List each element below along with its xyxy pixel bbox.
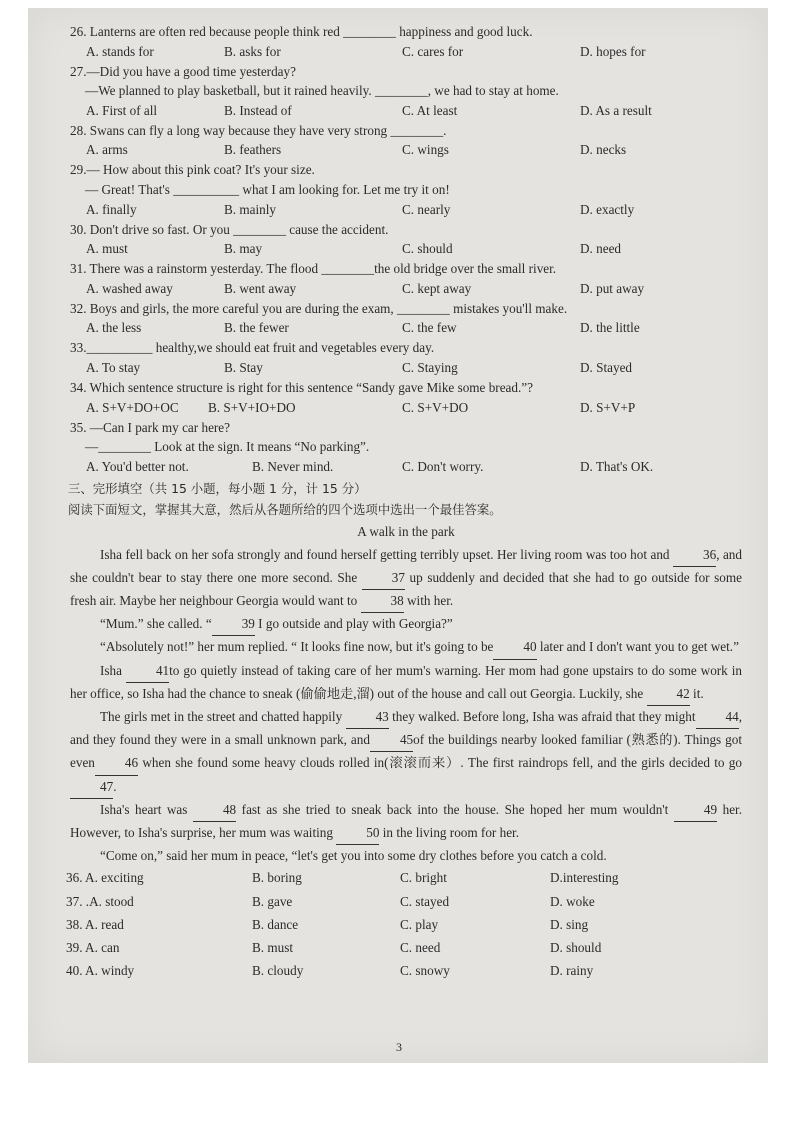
option: C. kept away (402, 280, 472, 296)
option: B. dance (252, 916, 299, 932)
options-31 (70, 279, 742, 299)
option: A. must (86, 241, 128, 257)
blank-36: 36 (673, 544, 716, 567)
option: C. the few (402, 320, 457, 336)
option: C. play (400, 916, 439, 932)
option: C. At least (402, 102, 458, 118)
blank-37: 37 (362, 567, 405, 590)
option: 36. A. exciting (66, 870, 144, 886)
question-27: 27.—Did you have a good time yesterday? (70, 63, 296, 79)
option: B. S+V+IO+DO (208, 399, 296, 415)
blank-43: 43 (346, 706, 389, 729)
option: C. snowy (400, 963, 450, 979)
option: B. went away (224, 280, 297, 296)
option: B. must (252, 939, 294, 955)
page-number: 3 (396, 1040, 402, 1054)
text: , and she couldn't bear to stay there one more second. She (70, 546, 742, 585)
blank-50: 50 (336, 822, 379, 845)
option: C. stayed (400, 893, 450, 909)
option: A. arms (86, 142, 128, 158)
passage-title: A walk in the park (357, 523, 455, 539)
text: The girls met in the street and chatted happily (100, 708, 346, 724)
question-33: 33.__________ healthy,we should eat fruit and vegetables every day. (70, 340, 435, 356)
text: when she found some heavy clouds rolled in(滚滚而来）. The first raindrops fell, and the girls decided to go (138, 755, 742, 771)
question-32: 32. Boys and girls, the more careful you are during the exam, ________ mistakes you'll make. (70, 300, 568, 316)
cloze-options-37 (66, 892, 742, 914)
options-34 (70, 398, 742, 418)
passage-paragraph (70, 845, 742, 867)
option: A. First of all (86, 102, 158, 118)
blank-48: 48 (193, 799, 236, 822)
option: A. S+V+DO+OC (86, 399, 179, 415)
option: B. the fewer (224, 320, 289, 336)
option: B. Stay (224, 359, 263, 375)
text: , and they found they were in a small unknown park, and (70, 708, 743, 748)
options-32 (70, 318, 742, 338)
blank-38: 38 (361, 590, 404, 613)
option: C. nearly (402, 201, 451, 217)
passage-paragraph (70, 613, 742, 636)
question-34: 34. Which sentence structure is right for this sentence “Sandy gave Mike some bread.”? (70, 379, 533, 395)
text: of the buildings nearby looked familiar (熟悉的). Things got even (70, 732, 742, 771)
cloze-options-36 (66, 868, 742, 890)
text: “Mum.” she called. “ (100, 616, 212, 632)
options-26 (70, 42, 742, 62)
options-29 (70, 200, 742, 220)
cloze-options-39 (66, 938, 742, 960)
option: B. asks for (224, 43, 281, 59)
option: C. wings (402, 142, 449, 158)
options-28 (70, 140, 742, 160)
question-29-line2: — Great! That's __________ what I am looking for. Let me try it on! (85, 181, 450, 197)
text: it. (689, 685, 704, 701)
question-31: 31. There was a rainstorm yesterday. The flood ________the old bridge over the small river. (70, 261, 557, 277)
option: A. You'd better not. (86, 458, 189, 474)
option: B. may (224, 241, 263, 257)
blank-39: 39 (212, 613, 255, 636)
option: B. cloudy (252, 963, 304, 979)
question-35: 35. —Can I park my car here? (70, 419, 231, 435)
blank-40: 40 (493, 636, 536, 659)
option: D. woke (550, 893, 595, 909)
text: Isha fell back on her sofa strongly and found herself getting terribly upset. Her living room was too hot and (100, 546, 673, 562)
text: . (113, 778, 117, 794)
blank-42: 42 (647, 683, 690, 706)
blank-46: 46 (95, 752, 138, 775)
passage-paragraph (70, 799, 742, 845)
option: A. the less (86, 320, 142, 336)
passage-paragraph (70, 706, 742, 799)
option: D. should (550, 939, 602, 955)
options-33 (70, 358, 742, 378)
option: D. the little (580, 320, 640, 336)
cloze-options-40 (66, 961, 742, 983)
option: 40. A. windy (66, 963, 135, 979)
question-27-line2: —We planned to play basketball, but it rained heavily. ________, we had to stay at home. (85, 83, 559, 99)
question-28: 28. Swans can fly a long way because they have very strong ________. (70, 122, 447, 138)
option: C. should (402, 241, 453, 257)
cloze-options-38 (66, 915, 742, 937)
text: later and I don't want you to get wet.” (536, 639, 739, 655)
option: D. rainy (550, 963, 594, 979)
option: D. S+V+P (580, 399, 636, 415)
passage-paragraph (70, 636, 742, 659)
text: to go quietly instead of taking care of her mum's warning. Her mom had gone upstairs to do some work in her office, so Isha had the chance to sneak (偷偷地走,溜) out of the house and call out Georgia. Luckily, she (70, 662, 742, 701)
blank-49: 49 (674, 799, 717, 822)
option: B. Instead of (224, 102, 292, 118)
option: D. exactly (580, 201, 635, 217)
option: B. gave (252, 893, 293, 909)
option: 38. A. read (66, 916, 124, 932)
option: A. To stay (86, 359, 141, 375)
option: A. stands for (86, 43, 154, 59)
option: A. washed away (86, 280, 173, 296)
passage-paragraph (70, 544, 742, 614)
option: B. boring (252, 870, 302, 886)
text: “Come on,” said her mum in peace, “let's get you into some dry clothes before you catch a cold. (100, 848, 607, 864)
option: D. sing (550, 916, 589, 932)
option: 37. .A. stood (66, 893, 134, 909)
blank-41: 41 (126, 660, 169, 683)
option: B. Never mind. (252, 458, 334, 474)
option: D.interesting (550, 870, 619, 886)
section-instruction: 阅读下面短文，掌握其大意，然后从各题所给的四个选项中选出一个最佳答案。 (68, 502, 502, 518)
passage-paragraph (70, 660, 742, 706)
option: 39. A. can (66, 939, 120, 955)
text: Isha (100, 662, 126, 678)
option: C. cares for (402, 43, 464, 59)
option: C. Staying (402, 359, 458, 375)
options-30 (70, 239, 742, 259)
text: “Absolutely not!” her mum replied. “ It looks fine now, but it's going to be (100, 639, 494, 655)
section-heading: 三、完形填空（共 15 小题，每小题 1 分，计 15 分） (68, 480, 367, 496)
question-30: 30. Don't drive so fast. Or you ________ cause the accident. (70, 221, 389, 237)
option: C. bright (400, 870, 447, 886)
text: I go outside and play with Georgia?” (254, 616, 453, 632)
question-29: 29.— How about this pink coat? It's your size. (70, 162, 315, 178)
options-35 (70, 457, 742, 477)
option: C. S+V+DO (402, 399, 469, 415)
option: C. Don't worry. (402, 458, 484, 474)
question-35-line2: —________ Look at the sign. It means “No parking”. (85, 439, 370, 455)
text: fast as she tried to sneak back into the house. She hoped her mum wouldn't (236, 801, 674, 817)
option: D. That's OK. (580, 458, 654, 474)
option: D. As a result (580, 102, 652, 118)
question-26: 26. Lanterns are often red because people think red ________ happiness and good luck. (70, 24, 533, 39)
text: in the living room for her. (379, 824, 520, 840)
option: D. put away (580, 280, 645, 296)
option: B. mainly (224, 201, 277, 217)
option: D. hopes for (580, 43, 646, 59)
text: up suddenly and decided that she had to go outside for some fresh air. Maybe her neighbour Georgia would want to (70, 569, 742, 608)
option: D. need (580, 241, 622, 257)
option: C. need (400, 939, 441, 955)
blank-44: 44 (696, 706, 739, 729)
option: A. finally (86, 201, 137, 217)
text: her. However, to Isha's surprise, her mum was waiting (70, 801, 743, 840)
option: D. necks (580, 142, 627, 158)
option: D. Stayed (580, 359, 633, 375)
blank-47: 47 (70, 776, 113, 799)
text: they walked. Before long, Isha was afraid that they might (388, 708, 696, 724)
exam-content (66, 22, 743, 983)
options-27 (70, 101, 742, 121)
blank-45: 45 (370, 729, 413, 752)
option: B. feathers (224, 142, 282, 158)
text: Isha's heart was (100, 801, 193, 817)
text: with her. (403, 592, 454, 608)
